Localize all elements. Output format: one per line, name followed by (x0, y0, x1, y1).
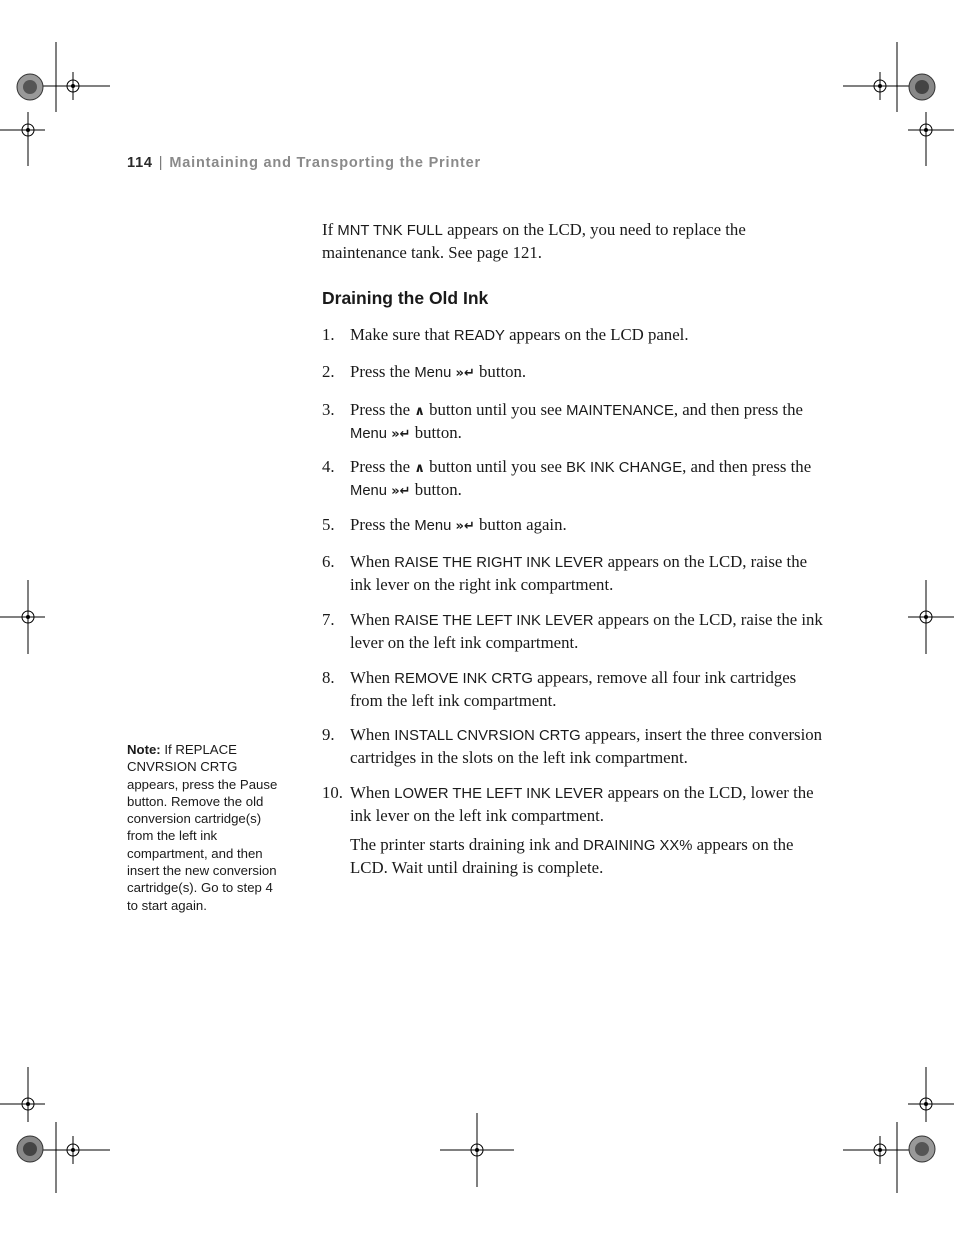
margin-note (127, 741, 287, 914)
button-name: Menu (414, 365, 452, 381)
intro-text: appears on the LCD, you need to replace the maintenance tank. See page 121. (322, 220, 746, 262)
lcd-message: RAISE THE RIGHT INK LEVER (394, 555, 604, 571)
step-text (350, 667, 830, 711)
text: button. (410, 423, 462, 442)
text: Press the (350, 457, 415, 476)
text: Make sure that (350, 325, 454, 344)
text: , and then press the (673, 400, 803, 419)
text: Press the (350, 515, 415, 534)
lcd-message: REMOVE INK CRTG (394, 671, 533, 687)
header-separator: | (158, 155, 164, 171)
lcd-message: MNT TNK FULL (337, 223, 443, 239)
note-text: If REPLACE CNVRSION CRTG appears, press the (127, 742, 240, 792)
text: When (350, 783, 395, 802)
note-label: Note: (127, 742, 161, 757)
text: When (350, 610, 395, 629)
step-number: 7. (322, 610, 335, 629)
text: appears on the LCD, raise the ink lever on the left ink compartment. (350, 610, 823, 652)
step-text (350, 724, 830, 768)
text: Press the (350, 362, 415, 381)
step-number: 6. (322, 552, 335, 571)
menu-enter-icon: »↵ (391, 427, 411, 442)
menu-enter-icon: »↵ (455, 519, 475, 534)
step-number: 9. (322, 725, 335, 744)
step-number: 3. (322, 400, 335, 419)
section-title: Draining the Old Ink (322, 288, 489, 308)
lcd-message: BK INK CHANGE (566, 460, 683, 476)
text: button. (474, 362, 527, 381)
step-number: 8. (322, 668, 335, 687)
lcd-message: RAISE THE LEFT INK LEVER (394, 613, 594, 629)
button-name: Menu (350, 483, 388, 499)
chapter-title: Maintaining and Transporting the Printer (169, 155, 481, 171)
up-arrow-icon: ∧ (414, 404, 425, 419)
lcd-message: DRAINING XX% (583, 838, 693, 854)
text: appears, insert the three conversion cartridges in the slots on the left ink compartment. (350, 725, 823, 767)
lcd-message: LOWER THE LEFT INK LEVER (394, 786, 604, 802)
page-number: 114 (127, 155, 153, 171)
button-name: Pause (239, 776, 278, 792)
step-text (350, 456, 830, 502)
step-text (350, 361, 830, 384)
text: When (350, 668, 395, 687)
lcd-message: INSTALL CNVRSION CRTG (394, 728, 581, 744)
note-text: button. Remove the old conversion cartridge(s) from the left ink compartment, and then insert the new conversion cartridge(s). Go to step 4 to start again. (127, 793, 277, 913)
text: appears on the LCD. Wait until draining is complete. (350, 835, 794, 877)
step-text (350, 514, 830, 537)
text: button until you see (424, 457, 567, 476)
step-text (350, 609, 830, 653)
text: The printer starts draining ink and (350, 835, 584, 854)
menu-enter-icon: »↵ (455, 366, 475, 381)
button-name: Menu (414, 518, 452, 534)
step-number: 5. (322, 515, 335, 534)
step-text (350, 324, 830, 347)
text: appears, remove all four ink cartridges from the left ink compartment. (350, 668, 797, 710)
text: button again. (474, 515, 567, 534)
text: When (350, 552, 395, 571)
result-paragraph (350, 834, 820, 878)
text: appears on the LCD, raise the ink lever on the right ink compartment. (350, 552, 808, 594)
text: When (350, 725, 395, 744)
intro-paragraph (322, 219, 802, 263)
step-number: 2. (322, 362, 335, 381)
menu-enter-icon: »↵ (391, 484, 411, 499)
text: , and then press the (682, 457, 812, 476)
step-text (350, 551, 830, 595)
up-arrow-icon: ∧ (414, 461, 425, 476)
intro-text: If (322, 220, 338, 239)
lcd-message: MAINTENANCE (566, 403, 674, 419)
step-text (350, 782, 830, 826)
button-name: Menu (350, 426, 388, 442)
running-header (127, 155, 481, 171)
text: button. (410, 480, 462, 499)
step-text (350, 399, 830, 445)
lcd-message: READY (453, 328, 505, 344)
text: Press the (350, 400, 415, 419)
step-number: 10. (322, 783, 343, 802)
step-number: 1. (322, 325, 335, 344)
text: button until you see (424, 400, 567, 419)
text: appears on the LCD, lower the ink lever on the left ink compartment. (350, 783, 814, 825)
step-number: 4. (322, 457, 335, 476)
text: appears on the LCD panel. (504, 325, 689, 344)
